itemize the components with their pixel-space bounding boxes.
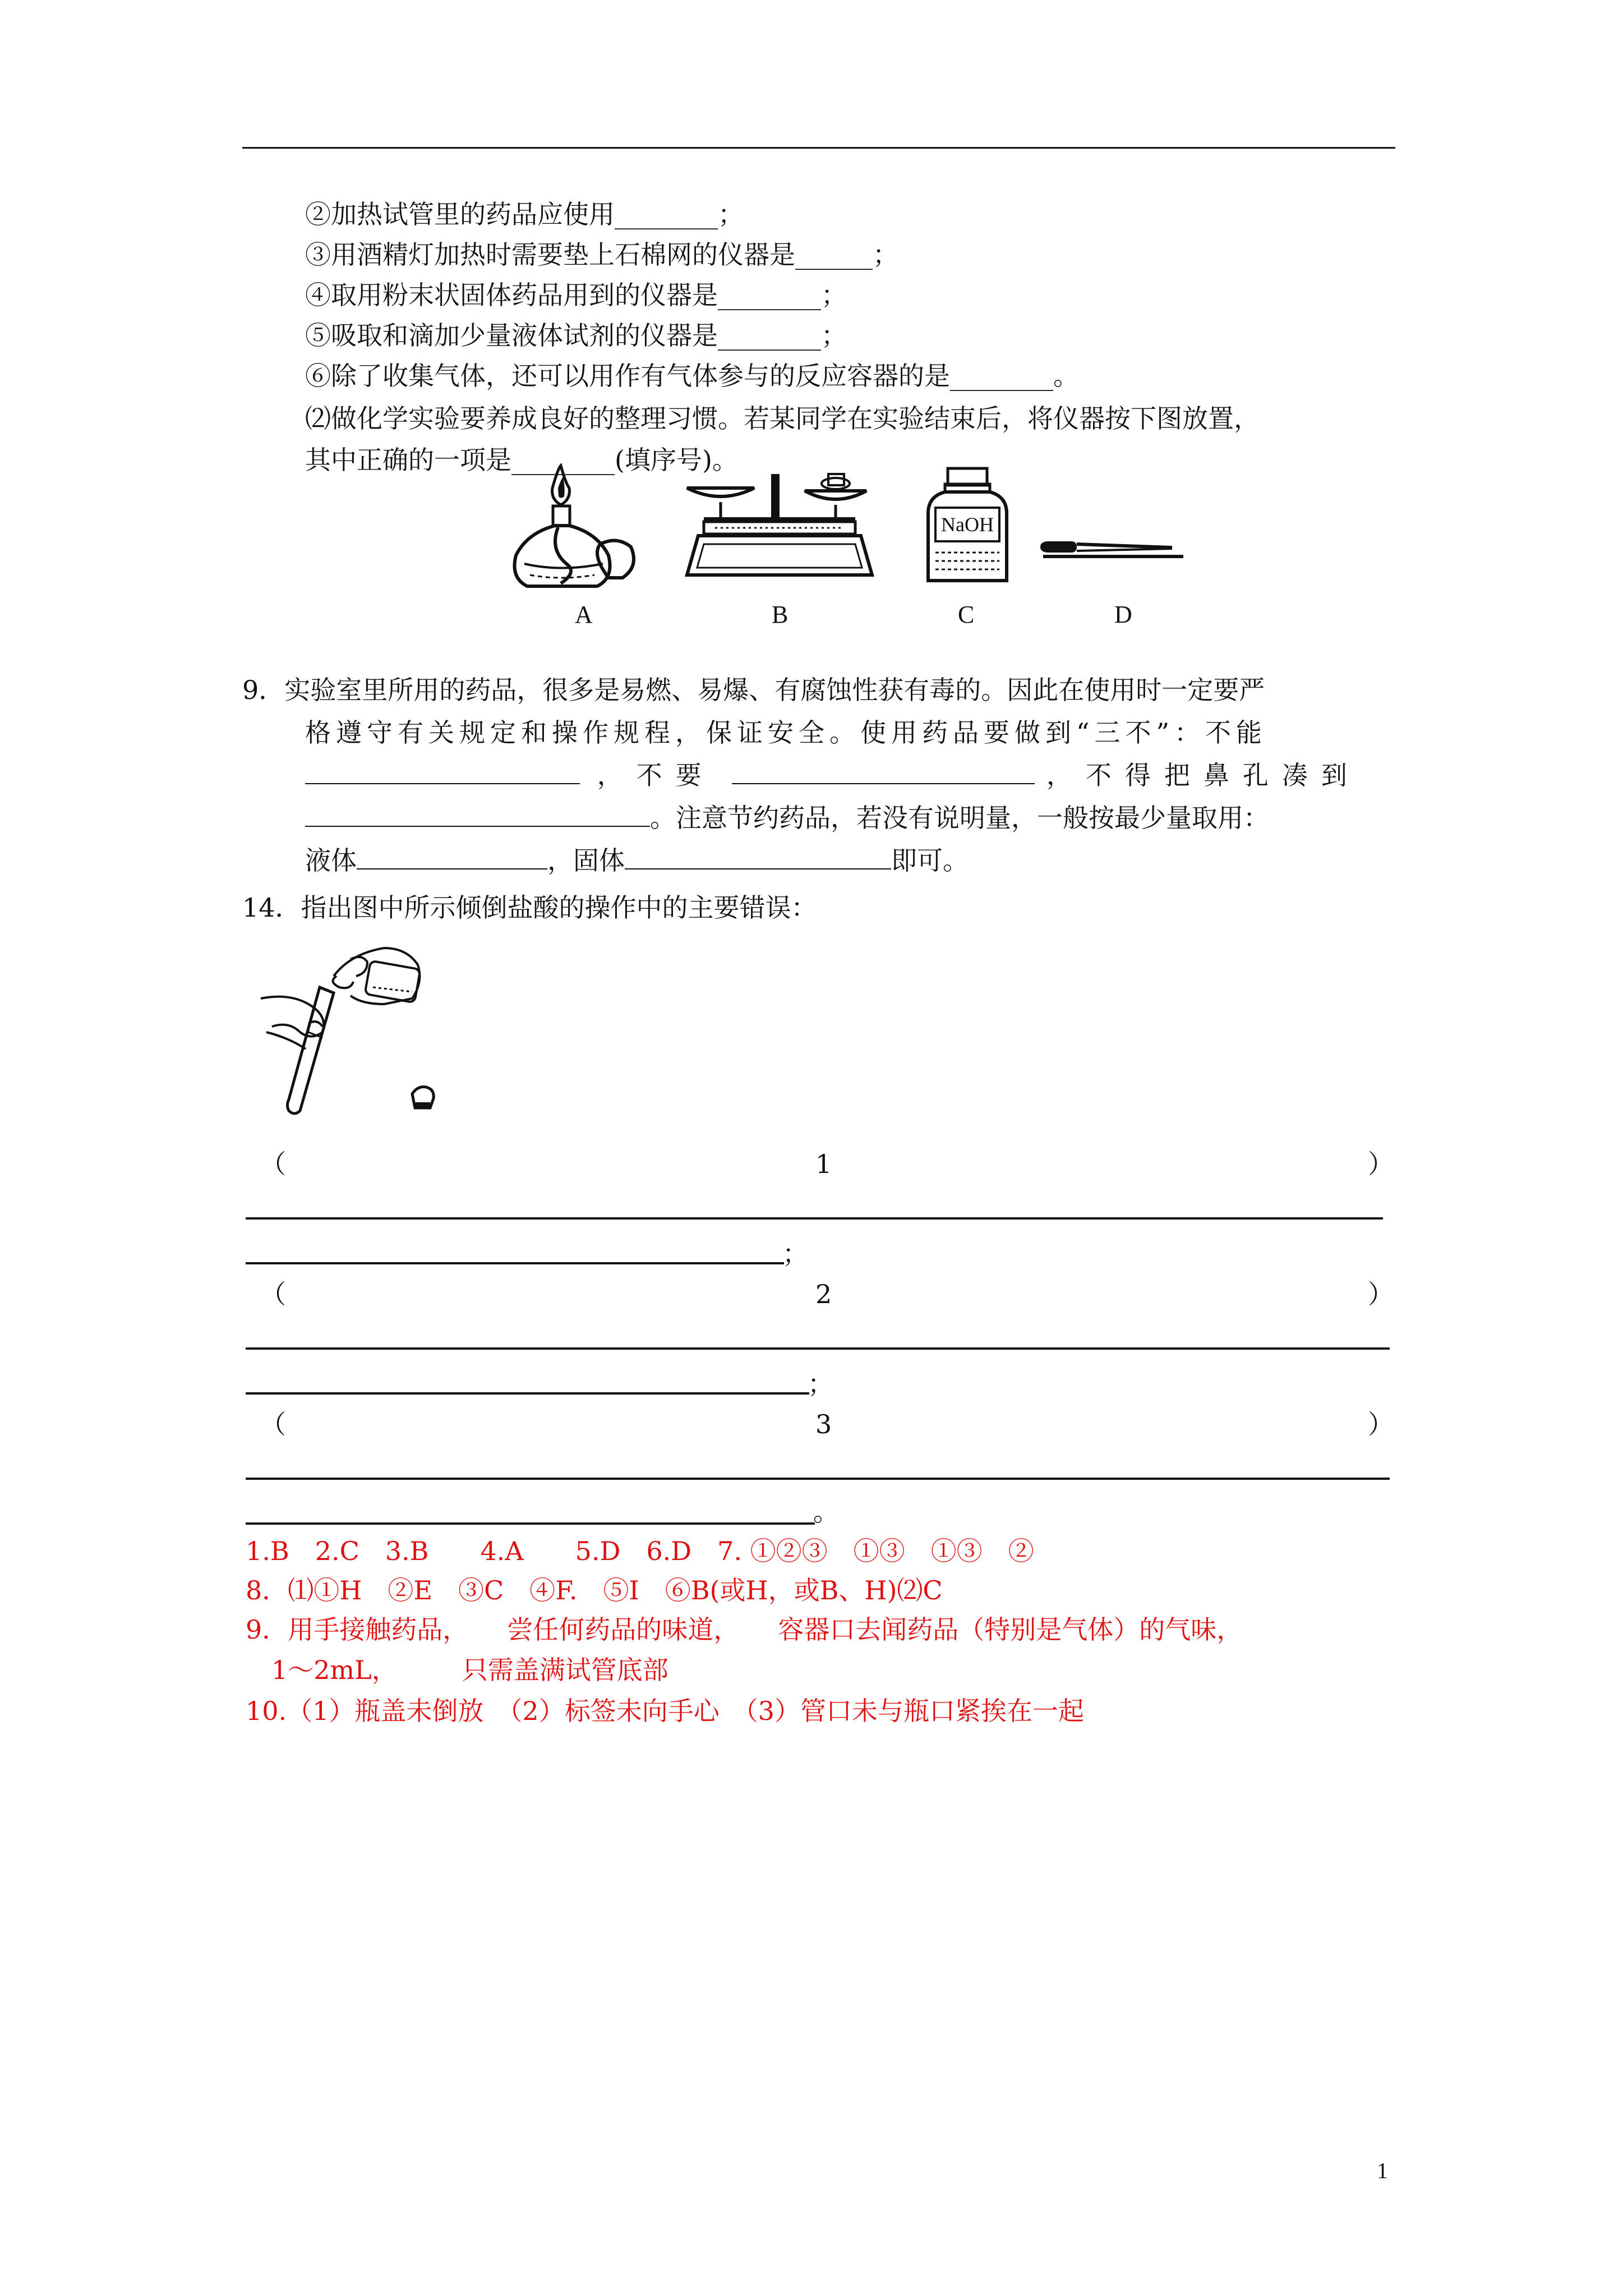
q14-item-1-line-b[interactable]: [246, 1262, 784, 1264]
q9-blank-3[interactable]: [305, 803, 650, 827]
figure-label-c: C: [958, 601, 975, 628]
q9-blank-2[interactable]: [732, 761, 1035, 784]
q8-item-6: ⑥除了收集气体，还可以用作有气体参与的反应容器的是________。: [305, 361, 1079, 391]
q14-item-1-line-a[interactable]: [246, 1217, 1383, 1220]
q14-item-3-line-a[interactable]: [246, 1478, 1390, 1480]
answer-line-1: 1.B 2.C 3.B 4.A 5.D 6.D 7. ①②③ ①③ ①③ ②: [246, 1536, 1034, 1566]
q8-item-4: ④取用粉末状固体药品用到的仪器是________；: [305, 280, 847, 310]
naoh-bottle-figure: [925, 468, 1009, 586]
q14-item-2-line-b[interactable]: [246, 1392, 809, 1395]
q14-item-3-line-b[interactable]: [246, 1522, 815, 1525]
q9-line5: 液体 ，固体 即可。: [305, 845, 969, 876]
q14-item-2-end: ；: [808, 1369, 833, 1399]
q14-title: 14．指出图中所示倾倒盐酸的操作中的主要错误：: [242, 892, 817, 923]
figure-label-a: A: [575, 601, 593, 628]
answer-line-4: 1～2mL， 只需盖满试管底部: [246, 1655, 668, 1685]
q14-item-1-end: ；: [782, 1239, 808, 1269]
q8-item-3: ③用酒精灯加热时需要垫上石棉网的仪器是______；: [305, 240, 898, 270]
q9-blank-1[interactable]: [305, 761, 580, 784]
q9-line3: ，不要 ，不得把鼻孔凑到: [305, 758, 1395, 792]
q8-part2-line1: ⑵做化学实验要养成良好的整理习惯。若某同学在实验结束后，将仪器按下图放置，: [305, 403, 1260, 434]
q8-part2-line2: 其中正确的一项是________(填序号)。: [305, 445, 738, 475]
q14-item-2-line-a[interactable]: [246, 1347, 1390, 1350]
q8-item-5: ⑤吸取和滴加少量液体试剂的仪器是________；: [305, 320, 847, 351]
answer-line-5: 10.（1）瓶盖未倒放 （2）标签未向手心 （3）管口未与瓶口紧挨在一起: [246, 1696, 1084, 1726]
figure-label-b: B: [772, 601, 789, 628]
dropper-figure: [1038, 539, 1189, 572]
q14-item-3-end: 。: [813, 1497, 839, 1527]
naoh-bottle-label: NaOH: [941, 513, 994, 536]
q9-blank-4[interactable]: [357, 846, 547, 869]
page-number: 1: [1377, 2158, 1388, 2183]
pouring-acid-figure: [255, 942, 468, 1122]
q8-item-2: ②加热试管里的药品应使用________；: [305, 199, 744, 229]
alcohol-lamp-figure: [505, 466, 639, 595]
answer-line-3: 9．用手接触药品， 尝任何药品的味道， 容器口去闻药品（特别是气体）的气味，: [246, 1614, 1243, 1645]
q9-line1: 9．实验室里所用的药品，很多是易燃、易爆、有腐蚀性获有毒的。因此在使用时一定要严: [242, 675, 1265, 705]
q9-line2: 格遵守有关规定和操作规程，保证安全。使用药品要做到“三不”：不能: [305, 717, 1267, 748]
answer-line-2: 8．⑴①H ②E ③C ④F. ⑤I ⑥B(或H，或B、H)⑵C: [246, 1575, 943, 1605]
q9-blank-5[interactable]: [625, 846, 891, 869]
balance-figure: [681, 471, 878, 583]
header-rule: [242, 147, 1395, 149]
figure-label-d: D: [1114, 601, 1132, 628]
q9-line4: 。注意节约药品，若没有说明量，一般按最少量取用：: [305, 801, 1269, 835]
